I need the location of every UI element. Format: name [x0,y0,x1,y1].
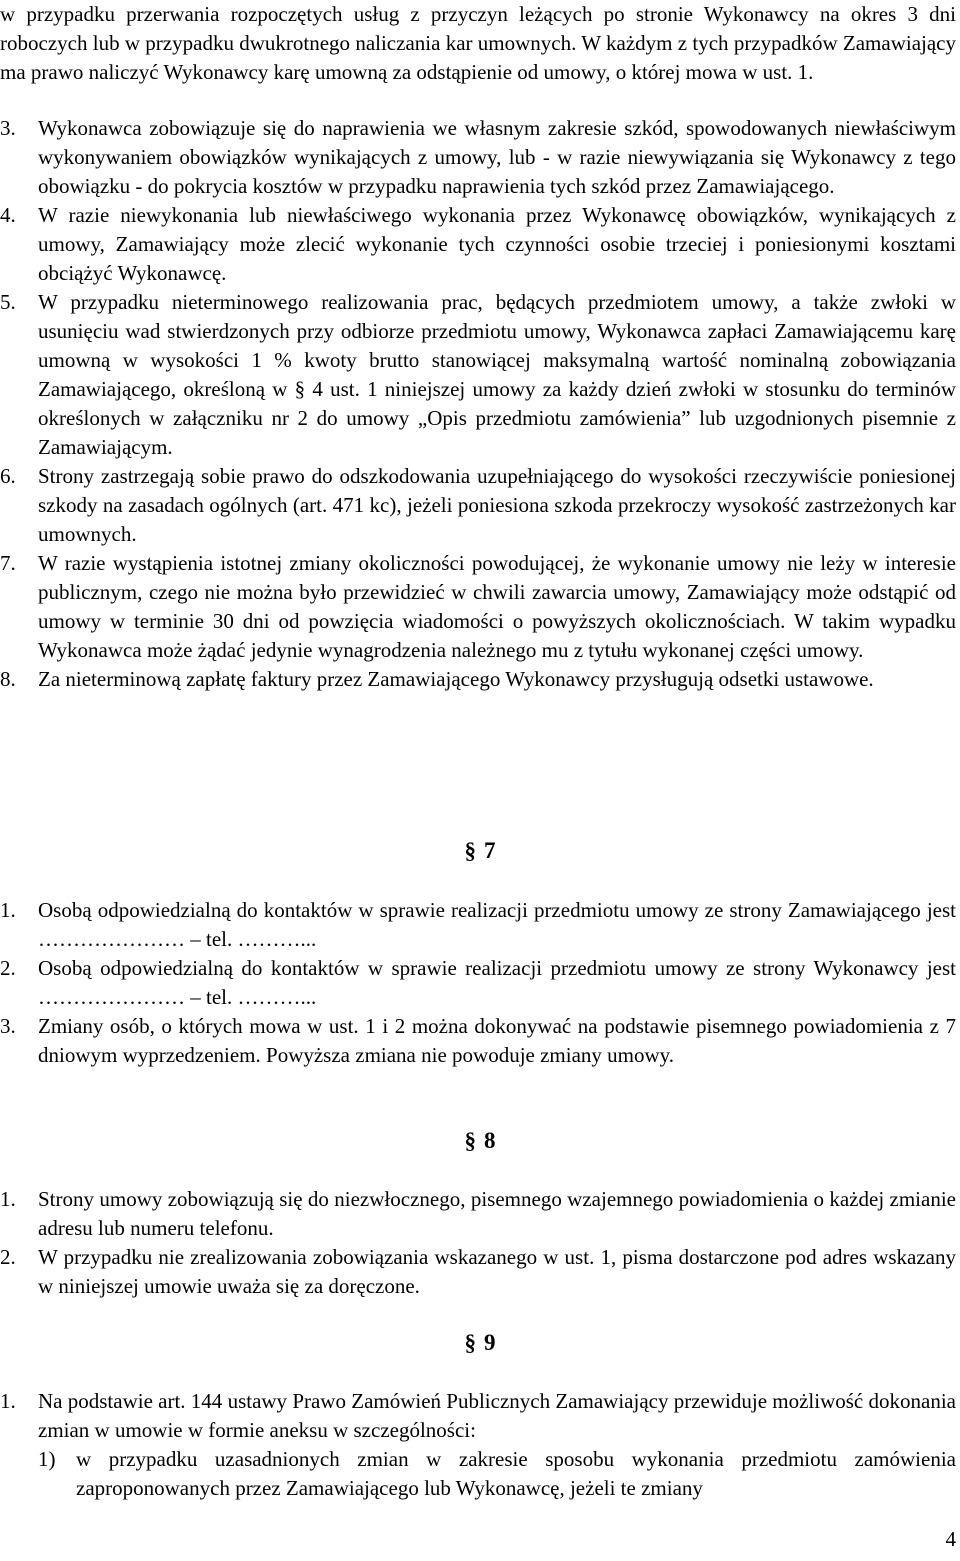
sub-item-text: w przypadku uzasadnionych zmian w zakresie sposobu wykonania przedmiotu zamówienia zaproponowanych przez Zamawiającego lub Wykonawcę, jeżeli te zmiany [76,1447,956,1500]
item-text: W razie niewykonania lub niewłaściwego wykonania przez Wykonawcę obowiązków, wynikających z umowy, Zamawiający może zlecić wykonanie tych czynności osobie trzeciej i poniesionymi kosztami obciążyć Wykonawcę. [38,203,956,285]
list-item [0,1387,956,1445]
list-item [0,288,956,462]
item-text: Osobą odpowiedzialną do kontaktów w sprawie realizacji przedmiotu umowy ze strony Zamawiającego jest ………………… – tel. ………... [38,898,956,951]
item-text: Na podstawie art. 144 ustawy Prawo Zamówień Publicznych Zamawiający przewiduje możliwość dokonania zmian w umowie w formie aneksu w szczególności: [38,1389,956,1442]
intro-paragraph [0,0,956,87]
intro-text: w przypadku przerwania rozpoczętych usług z przyczyn leżących po stronie Wykonawcy na okres 3 dni roboczych lub w przypadku dwukrotnego naliczania kar umownych. W każdym z tych przypadków Zamawiający ma prawo naliczyć Wykonawcy karę umowną za odstąpienie od umowy, o której mowa w ust. 1. [0,2,956,84]
item-text: W razie wystąpienia istotnej zmiany okoliczności powodującej, że wykonanie umowy nie leży w interesie publicznym, czego nie można było przewidzieć w chwili zawarcia umowy, Zamawiający może odstąpić od umowy w terminie 30 dni od powzięcia wiadomości o powyższych okolicznościach. W takim wypadku Wykonawca może żądać jedynie wynagrodzenia należnego mu z tytułu wykonanej części umowy. [38,551,956,662]
section-symbol: § [464,1330,476,1355]
item-number: 2. [0,1245,16,1269]
item-number: 3. [0,1014,16,1038]
section-number: 8 [484,1128,496,1153]
sub-list-item [0,1445,956,1503]
list-item [0,1012,956,1070]
item-number: 7. [0,551,16,575]
item-text: Za nieterminową zapłatę faktury przez Zamawiającego Wykonawcy przysługują odsetki ustawowe. [38,667,874,691]
list-item [0,1185,956,1243]
item-text: W przypadku nieterminowego realizowania prac, będących przedmiotem umowy, a także zwłoki w usunięciu wad stwierdzonych przy odbiorze przedmiotu umowy, Wykonawca zapłaci Zamawiającemu karę umowną w wysokości 1 % kwoty brutto stanowiącej maksymalną wartość nominalną zobowiązania Zamawiającego, określoną w § 4 ust. 1 niniejszej umowy za każdy dzień zwłoki w stosunku do terminów określonych w załączniku nr 2 do umowy „Opis przedmiotu zamówienia” lub uzgodnionych pisemnie z Zamawiającym. [38,290,956,459]
list-item [0,114,956,201]
item-number: 4. [0,203,16,227]
item-text: Strony zastrzegają sobie prawo do odszkodowania uzupełniającego do wysokości rzeczywiście poniesionej szkody na zasadach ogólnych (art. 471 kc), jeżeli poniesiona szkoda przekroczy wysokość zastrzeżonych kar umownych. [38,464,956,546]
list-item [0,1243,956,1301]
section-9-list [0,1387,956,1503]
list-item [0,201,956,288]
item-number: 3. [0,116,16,140]
sub-item-number: 1) [38,1447,56,1471]
section-8-heading [0,1126,960,1155]
list-item [0,462,956,549]
section-7-heading [0,836,960,865]
section-symbol: § [464,838,476,863]
list-item [0,954,956,1012]
item-text: Osobą odpowiedzialną do kontaktów w sprawie realizacji przedmiotu umowy ze strony Wykonawcy jest ………………… – tel. ………... [38,956,956,1009]
section-symbol: § [464,1128,476,1153]
item-number: 8. [0,667,16,691]
list-item [0,896,956,954]
section-9-heading [0,1328,960,1357]
item-number: 1. [0,898,16,922]
section-8-list [0,1185,956,1301]
list-item [0,665,956,694]
section-6-list [0,114,956,694]
item-text: Zmiany osób, o których mowa w ust. 1 i 2 można dokonywać na podstawie pisemnego powiadomienia z 7 dniowym wyprzedzeniem. Powyższa zmiana nie powoduje zmiany umowy. [38,1014,956,1067]
item-number: 5. [0,290,16,314]
item-text: Strony umowy zobowiązują się do niezwłocznego, pisemnego wzajemnego powiadomienia o każdej zmianie adresu lub numeru telefonu. [38,1187,956,1240]
item-number: 1. [0,1187,16,1211]
item-number: 6. [0,464,16,488]
list-item [0,549,956,665]
section-number: 9 [484,1330,496,1355]
item-number: 2. [0,956,16,980]
section-number: 7 [484,838,496,863]
page-number: 4 [945,1527,956,1551]
item-text: W przypadku nie zrealizowania zobowiązania wskazanego w ust. 1, pisma dostarczone pod adres wskazany w niniejszej umowie uważa się za doręczone. [38,1245,956,1298]
item-text: Wykonawca zobowiązuje się do naprawienia we własnym zakresie szkód, spowodowanych niewłaściwym wykonywaniem obowiązków wynikających z umowy, lub - w razie niewywiązania się Wykonawcy z tego obowiązku - do pokrycia kosztów w przypadku naprawienia tych szkód przez Zamawiającego. [38,116,956,198]
section-7-list [0,896,956,1070]
item-number: 1. [0,1389,16,1413]
